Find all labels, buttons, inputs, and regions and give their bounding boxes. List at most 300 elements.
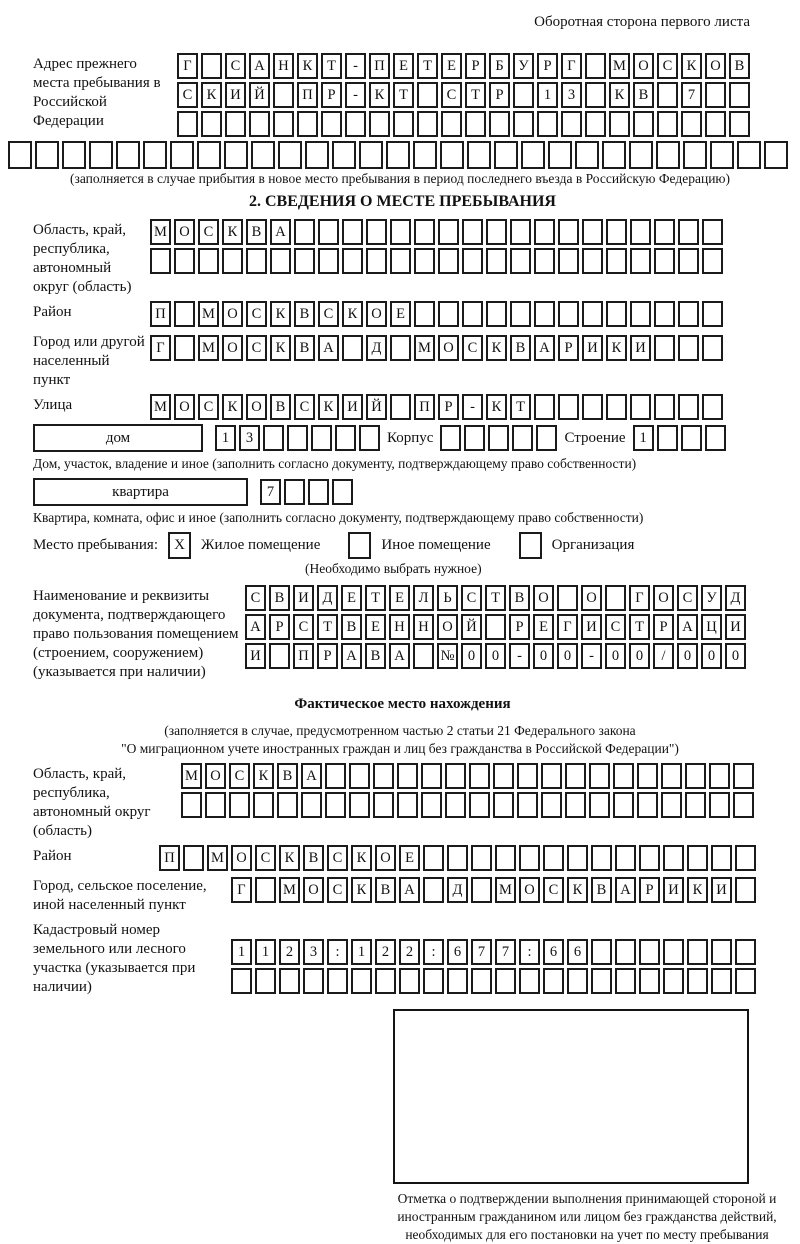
char-cell[interactable] — [534, 301, 555, 327]
char-cell[interactable]: Б — [489, 53, 510, 79]
char-cell[interactable] — [702, 248, 723, 274]
char-cell[interactable] — [536, 425, 557, 451]
char-cell[interactable]: О — [633, 53, 654, 79]
char-cell[interactable] — [375, 968, 396, 994]
char-cell[interactable]: / — [653, 643, 674, 669]
char-cell[interactable]: Р — [317, 643, 338, 669]
char-cell[interactable]: : — [519, 939, 540, 965]
char-cell[interactable] — [414, 301, 435, 327]
char-cell[interactable]: У — [513, 53, 534, 79]
char-cell[interactable] — [510, 248, 531, 274]
char-cell[interactable] — [279, 968, 300, 994]
char-cell[interactable]: - — [345, 82, 366, 108]
char-cell[interactable] — [493, 792, 514, 818]
char-cell[interactable]: Д — [447, 877, 468, 903]
char-cell[interactable]: К — [681, 53, 702, 79]
char-cell[interactable]: Й — [249, 82, 270, 108]
char-cell[interactable]: : — [327, 939, 348, 965]
char-cell[interactable]: 7 — [471, 939, 492, 965]
char-cell[interactable] — [606, 219, 627, 245]
char-cell[interactable]: М — [279, 877, 300, 903]
char-cell[interactable] — [615, 968, 636, 994]
char-cell[interactable]: О — [174, 394, 195, 420]
char-cell[interactable] — [565, 792, 586, 818]
char-cell[interactable]: К — [351, 845, 372, 871]
char-cell[interactable] — [351, 968, 372, 994]
char-cell[interactable]: Т — [321, 53, 342, 79]
char-cell[interactable] — [366, 219, 387, 245]
char-cell[interactable] — [606, 301, 627, 327]
char-cell[interactable] — [687, 968, 708, 994]
char-cell[interactable]: В — [509, 585, 530, 611]
char-cell[interactable] — [369, 111, 390, 137]
char-cell[interactable]: С — [245, 585, 266, 611]
char-cell[interactable]: Р — [489, 82, 510, 108]
char-cell[interactable] — [305, 141, 329, 169]
char-cell[interactable]: Д — [317, 585, 338, 611]
char-cell[interactable] — [284, 479, 305, 505]
char-cell[interactable] — [637, 763, 658, 789]
char-cell[interactable]: К — [253, 763, 274, 789]
char-cell[interactable] — [702, 394, 723, 420]
char-cell[interactable]: Е — [365, 614, 386, 640]
char-cell[interactable]: Л — [413, 585, 434, 611]
char-cell[interactable]: Н — [273, 53, 294, 79]
char-cell[interactable]: Й — [461, 614, 482, 640]
char-cell[interactable] — [8, 141, 32, 169]
char-cell[interactable] — [413, 643, 434, 669]
char-cell[interactable] — [561, 111, 582, 137]
char-cell[interactable] — [548, 141, 572, 169]
char-cell[interactable] — [629, 141, 653, 169]
char-cell[interactable] — [630, 248, 651, 274]
char-cell[interactable]: С — [246, 301, 267, 327]
char-cell[interactable]: М — [495, 877, 516, 903]
char-cell[interactable] — [663, 968, 684, 994]
char-cell[interactable]: В — [510, 335, 531, 361]
char-cell[interactable] — [495, 968, 516, 994]
char-cell[interactable] — [294, 219, 315, 245]
char-cell[interactable]: 3 — [561, 82, 582, 108]
char-cell[interactable]: К — [222, 394, 243, 420]
char-cell[interactable]: П — [414, 394, 435, 420]
char-cell[interactable] — [557, 585, 578, 611]
char-cell[interactable]: С — [327, 877, 348, 903]
char-cell[interactable] — [683, 141, 707, 169]
char-cell[interactable]: Т — [629, 614, 650, 640]
char-cell[interactable] — [359, 425, 380, 451]
char-cell[interactable] — [390, 219, 411, 245]
char-cell[interactable] — [711, 968, 732, 994]
char-cell[interactable] — [332, 141, 356, 169]
char-cell[interactable] — [585, 53, 606, 79]
char-cell[interactable]: № — [437, 643, 458, 669]
char-cell[interactable]: - — [462, 394, 483, 420]
char-cell[interactable] — [471, 845, 492, 871]
char-cell[interactable] — [462, 248, 483, 274]
char-cell[interactable]: Е — [399, 845, 420, 871]
char-cell[interactable]: В — [294, 301, 315, 327]
char-cell[interactable] — [469, 792, 490, 818]
char-cell[interactable] — [263, 425, 284, 451]
char-cell[interactable] — [198, 248, 219, 274]
char-cell[interactable] — [89, 141, 113, 169]
char-cell[interactable]: 0 — [461, 643, 482, 669]
char-cell[interactable]: И — [711, 877, 732, 903]
char-cell[interactable] — [423, 877, 444, 903]
char-cell[interactable]: А — [318, 335, 339, 361]
char-cell[interactable] — [297, 111, 318, 137]
char-cell[interactable] — [342, 248, 363, 274]
char-cell[interactable] — [489, 111, 510, 137]
char-cell[interactable] — [637, 792, 658, 818]
char-cell[interactable] — [201, 111, 222, 137]
char-cell[interactable] — [345, 111, 366, 137]
char-cell[interactable]: К — [270, 301, 291, 327]
char-cell[interactable] — [335, 425, 356, 451]
char-cell[interactable]: М — [150, 394, 171, 420]
char-cell[interactable] — [390, 248, 411, 274]
char-cell[interactable] — [231, 968, 252, 994]
char-cell[interactable]: 3 — [303, 939, 324, 965]
char-cell[interactable]: 2 — [375, 939, 396, 965]
char-cell[interactable]: К — [222, 219, 243, 245]
char-cell[interactable] — [278, 141, 302, 169]
char-cell[interactable] — [277, 792, 298, 818]
char-cell[interactable]: Р — [321, 82, 342, 108]
char-cell[interactable]: О — [519, 877, 540, 903]
char-cell[interactable] — [657, 425, 678, 451]
char-cell[interactable] — [349, 792, 370, 818]
char-cell[interactable] — [678, 219, 699, 245]
char-cell[interactable]: 6 — [447, 939, 468, 965]
char-cell[interactable]: К — [270, 335, 291, 361]
char-cell[interactable] — [485, 614, 506, 640]
char-cell[interactable] — [294, 248, 315, 274]
char-cell[interactable]: 1 — [537, 82, 558, 108]
char-cell[interactable] — [393, 111, 414, 137]
char-cell[interactable] — [615, 845, 636, 871]
char-cell[interactable]: П — [293, 643, 314, 669]
char-cell[interactable]: М — [198, 335, 219, 361]
char-cell[interactable]: Р — [639, 877, 660, 903]
char-cell[interactable] — [301, 792, 322, 818]
char-cell[interactable]: Ц — [701, 614, 722, 640]
char-cell[interactable] — [609, 111, 630, 137]
char-cell[interactable]: В — [375, 877, 396, 903]
char-cell[interactable]: 0 — [725, 643, 746, 669]
char-cell[interactable]: - — [581, 643, 602, 669]
char-cell[interactable] — [493, 763, 514, 789]
char-cell[interactable]: М — [207, 845, 228, 871]
char-cell[interactable] — [512, 425, 533, 451]
char-cell[interactable] — [710, 141, 734, 169]
char-cell[interactable] — [318, 219, 339, 245]
char-cell[interactable] — [421, 792, 442, 818]
char-cell[interactable] — [534, 394, 555, 420]
char-cell[interactable] — [246, 248, 267, 274]
char-cell[interactable] — [517, 763, 538, 789]
char-cell[interactable] — [197, 141, 221, 169]
char-cell[interactable]: П — [369, 53, 390, 79]
char-cell[interactable] — [534, 219, 555, 245]
char-cell[interactable] — [602, 141, 626, 169]
char-cell[interactable] — [639, 968, 660, 994]
char-cell[interactable] — [447, 845, 468, 871]
char-cell[interactable] — [465, 111, 486, 137]
char-cell[interactable]: А — [249, 53, 270, 79]
char-cell[interactable]: Г — [629, 585, 650, 611]
char-cell[interactable]: Е — [533, 614, 554, 640]
char-cell[interactable] — [486, 219, 507, 245]
char-cell[interactable] — [269, 643, 290, 669]
char-cell[interactable] — [513, 111, 534, 137]
char-cell[interactable] — [373, 763, 394, 789]
char-cell[interactable]: С — [198, 394, 219, 420]
char-cell[interactable] — [589, 763, 610, 789]
char-cell[interactable] — [735, 939, 756, 965]
checkbox-zhiloe[interactable]: X — [168, 532, 191, 559]
char-cell[interactable] — [423, 968, 444, 994]
char-cell[interactable]: А — [615, 877, 636, 903]
char-cell[interactable]: И — [663, 877, 684, 903]
char-cell[interactable] — [366, 248, 387, 274]
char-cell[interactable]: Е — [393, 53, 414, 79]
char-cell[interactable] — [613, 763, 634, 789]
char-cell[interactable]: 1 — [351, 939, 372, 965]
char-cell[interactable]: К — [297, 53, 318, 79]
char-cell[interactable]: 0 — [485, 643, 506, 669]
char-cell[interactable] — [445, 792, 466, 818]
char-cell[interactable] — [702, 335, 723, 361]
char-cell[interactable] — [657, 82, 678, 108]
char-cell[interactable]: С — [462, 335, 483, 361]
char-cell[interactable]: А — [677, 614, 698, 640]
char-cell[interactable]: М — [150, 219, 171, 245]
char-cell[interactable] — [687, 939, 708, 965]
char-cell[interactable]: Т — [417, 53, 438, 79]
char-cell[interactable] — [534, 248, 555, 274]
char-cell[interactable] — [654, 248, 675, 274]
char-cell[interactable]: Т — [465, 82, 486, 108]
char-cell[interactable]: 0 — [677, 643, 698, 669]
char-cell[interactable]: К — [486, 394, 507, 420]
char-cell[interactable]: К — [369, 82, 390, 108]
char-cell[interactable] — [170, 141, 194, 169]
char-cell[interactable]: Г — [177, 53, 198, 79]
char-cell[interactable] — [229, 792, 250, 818]
char-cell[interactable] — [630, 301, 651, 327]
char-cell[interactable] — [224, 141, 248, 169]
char-cell[interactable] — [582, 301, 603, 327]
char-cell[interactable] — [729, 111, 750, 137]
char-cell[interactable] — [678, 248, 699, 274]
char-cell[interactable]: С — [605, 614, 626, 640]
char-cell[interactable]: С — [229, 763, 250, 789]
char-cell[interactable]: С — [225, 53, 246, 79]
char-cell[interactable] — [495, 845, 516, 871]
char-cell[interactable]: С — [293, 614, 314, 640]
checkbox-inoe[interactable] — [348, 532, 371, 559]
char-cell[interactable] — [467, 141, 491, 169]
char-cell[interactable] — [225, 111, 246, 137]
char-cell[interactable]: С — [177, 82, 198, 108]
char-cell[interactable] — [488, 425, 509, 451]
char-cell[interactable] — [510, 219, 531, 245]
char-cell[interactable] — [513, 82, 534, 108]
char-cell[interactable] — [440, 425, 461, 451]
char-cell[interactable]: 0 — [605, 643, 626, 669]
char-cell[interactable]: О — [174, 219, 195, 245]
char-cell[interactable]: К — [687, 877, 708, 903]
char-cell[interactable] — [423, 845, 444, 871]
char-cell[interactable] — [630, 394, 651, 420]
char-cell[interactable]: В — [341, 614, 362, 640]
char-cell[interactable] — [438, 248, 459, 274]
char-cell[interactable] — [399, 968, 420, 994]
char-cell[interactable]: 7 — [681, 82, 702, 108]
char-cell[interactable]: И — [581, 614, 602, 640]
char-cell[interactable] — [633, 111, 654, 137]
char-cell[interactable] — [519, 968, 540, 994]
char-cell[interactable]: К — [351, 877, 372, 903]
char-cell[interactable]: 0 — [701, 643, 722, 669]
char-cell[interactable] — [575, 141, 599, 169]
char-cell[interactable]: П — [297, 82, 318, 108]
char-cell[interactable] — [582, 248, 603, 274]
char-cell[interactable] — [447, 968, 468, 994]
char-cell[interactable] — [327, 968, 348, 994]
char-cell[interactable] — [174, 335, 195, 361]
char-cell[interactable] — [421, 763, 442, 789]
char-cell[interactable] — [705, 425, 726, 451]
char-cell[interactable] — [386, 141, 410, 169]
char-cell[interactable] — [390, 335, 411, 361]
char-cell[interactable] — [685, 792, 706, 818]
char-cell[interactable] — [397, 763, 418, 789]
char-cell[interactable] — [585, 82, 606, 108]
char-cell[interactable] — [255, 877, 276, 903]
char-cell[interactable]: 7 — [260, 479, 281, 505]
char-cell[interactable]: С — [327, 845, 348, 871]
char-cell[interactable] — [183, 845, 204, 871]
char-cell[interactable]: А — [245, 614, 266, 640]
char-cell[interactable] — [654, 219, 675, 245]
char-cell[interactable] — [639, 939, 660, 965]
char-cell[interactable] — [445, 763, 466, 789]
char-cell[interactable] — [325, 763, 346, 789]
char-cell[interactable]: Е — [389, 585, 410, 611]
char-cell[interactable] — [709, 792, 730, 818]
char-cell[interactable]: В — [729, 53, 750, 79]
char-cell[interactable]: П — [150, 301, 171, 327]
char-cell[interactable] — [735, 877, 756, 903]
char-cell[interactable]: О — [581, 585, 602, 611]
char-cell[interactable]: В — [246, 219, 267, 245]
char-cell[interactable]: Г — [561, 53, 582, 79]
char-cell[interactable] — [737, 141, 761, 169]
char-cell[interactable]: 0 — [557, 643, 578, 669]
char-cell[interactable] — [735, 845, 756, 871]
char-cell[interactable]: С — [198, 219, 219, 245]
char-cell[interactable] — [390, 394, 411, 420]
char-cell[interactable] — [332, 479, 353, 505]
char-cell[interactable] — [417, 111, 438, 137]
char-cell[interactable]: Р — [558, 335, 579, 361]
char-cell[interactable]: Н — [413, 614, 434, 640]
char-cell[interactable]: 2 — [279, 939, 300, 965]
char-cell[interactable] — [711, 939, 732, 965]
char-cell[interactable] — [582, 394, 603, 420]
char-cell[interactable] — [591, 845, 612, 871]
char-cell[interactable] — [656, 141, 680, 169]
char-cell[interactable] — [469, 763, 490, 789]
char-cell[interactable]: К — [342, 301, 363, 327]
char-cell[interactable]: 1 — [215, 425, 236, 451]
char-cell[interactable]: И — [582, 335, 603, 361]
char-cell[interactable] — [273, 111, 294, 137]
char-cell[interactable]: О — [438, 335, 459, 361]
char-cell[interactable] — [654, 301, 675, 327]
char-cell[interactable] — [585, 111, 606, 137]
char-cell[interactable] — [342, 219, 363, 245]
char-cell[interactable]: Р — [509, 614, 530, 640]
char-cell[interactable] — [654, 335, 675, 361]
char-cell[interactable]: К — [279, 845, 300, 871]
char-cell[interactable]: Р — [465, 53, 486, 79]
char-cell[interactable] — [517, 792, 538, 818]
char-cell[interactable]: Т — [510, 394, 531, 420]
char-cell[interactable] — [606, 248, 627, 274]
char-cell[interactable] — [687, 845, 708, 871]
char-cell[interactable] — [733, 792, 754, 818]
char-cell[interactable]: О — [222, 335, 243, 361]
char-cell[interactable]: С — [255, 845, 276, 871]
char-cell[interactable]: А — [534, 335, 555, 361]
char-cell[interactable] — [605, 585, 626, 611]
char-cell[interactable] — [591, 968, 612, 994]
char-cell[interactable]: И — [293, 585, 314, 611]
char-cell[interactable]: Р — [653, 614, 674, 640]
char-cell[interactable]: О — [375, 845, 396, 871]
char-cell[interactable]: С — [318, 301, 339, 327]
char-cell[interactable] — [702, 301, 723, 327]
char-cell[interactable] — [543, 845, 564, 871]
char-cell[interactable] — [464, 425, 485, 451]
char-cell[interactable] — [657, 111, 678, 137]
char-cell[interactable] — [591, 939, 612, 965]
char-cell[interactable] — [251, 141, 275, 169]
checkbox-organizatsiya[interactable] — [519, 532, 542, 559]
char-cell[interactable] — [639, 845, 660, 871]
char-cell[interactable]: Р — [438, 394, 459, 420]
char-cell[interactable]: С — [543, 877, 564, 903]
char-cell[interactable] — [678, 394, 699, 420]
char-cell[interactable]: 6 — [567, 939, 588, 965]
char-cell[interactable]: Ь — [437, 585, 458, 611]
char-cell[interactable]: С — [657, 53, 678, 79]
char-cell[interactable] — [558, 219, 579, 245]
char-cell[interactable] — [541, 792, 562, 818]
char-cell[interactable]: И — [342, 394, 363, 420]
char-cell[interactable]: А — [399, 877, 420, 903]
char-cell[interactable] — [702, 219, 723, 245]
char-cell[interactable]: М — [198, 301, 219, 327]
char-cell[interactable] — [321, 111, 342, 137]
char-cell[interactable]: М — [414, 335, 435, 361]
char-cell[interactable] — [630, 219, 651, 245]
char-cell[interactable] — [143, 141, 167, 169]
